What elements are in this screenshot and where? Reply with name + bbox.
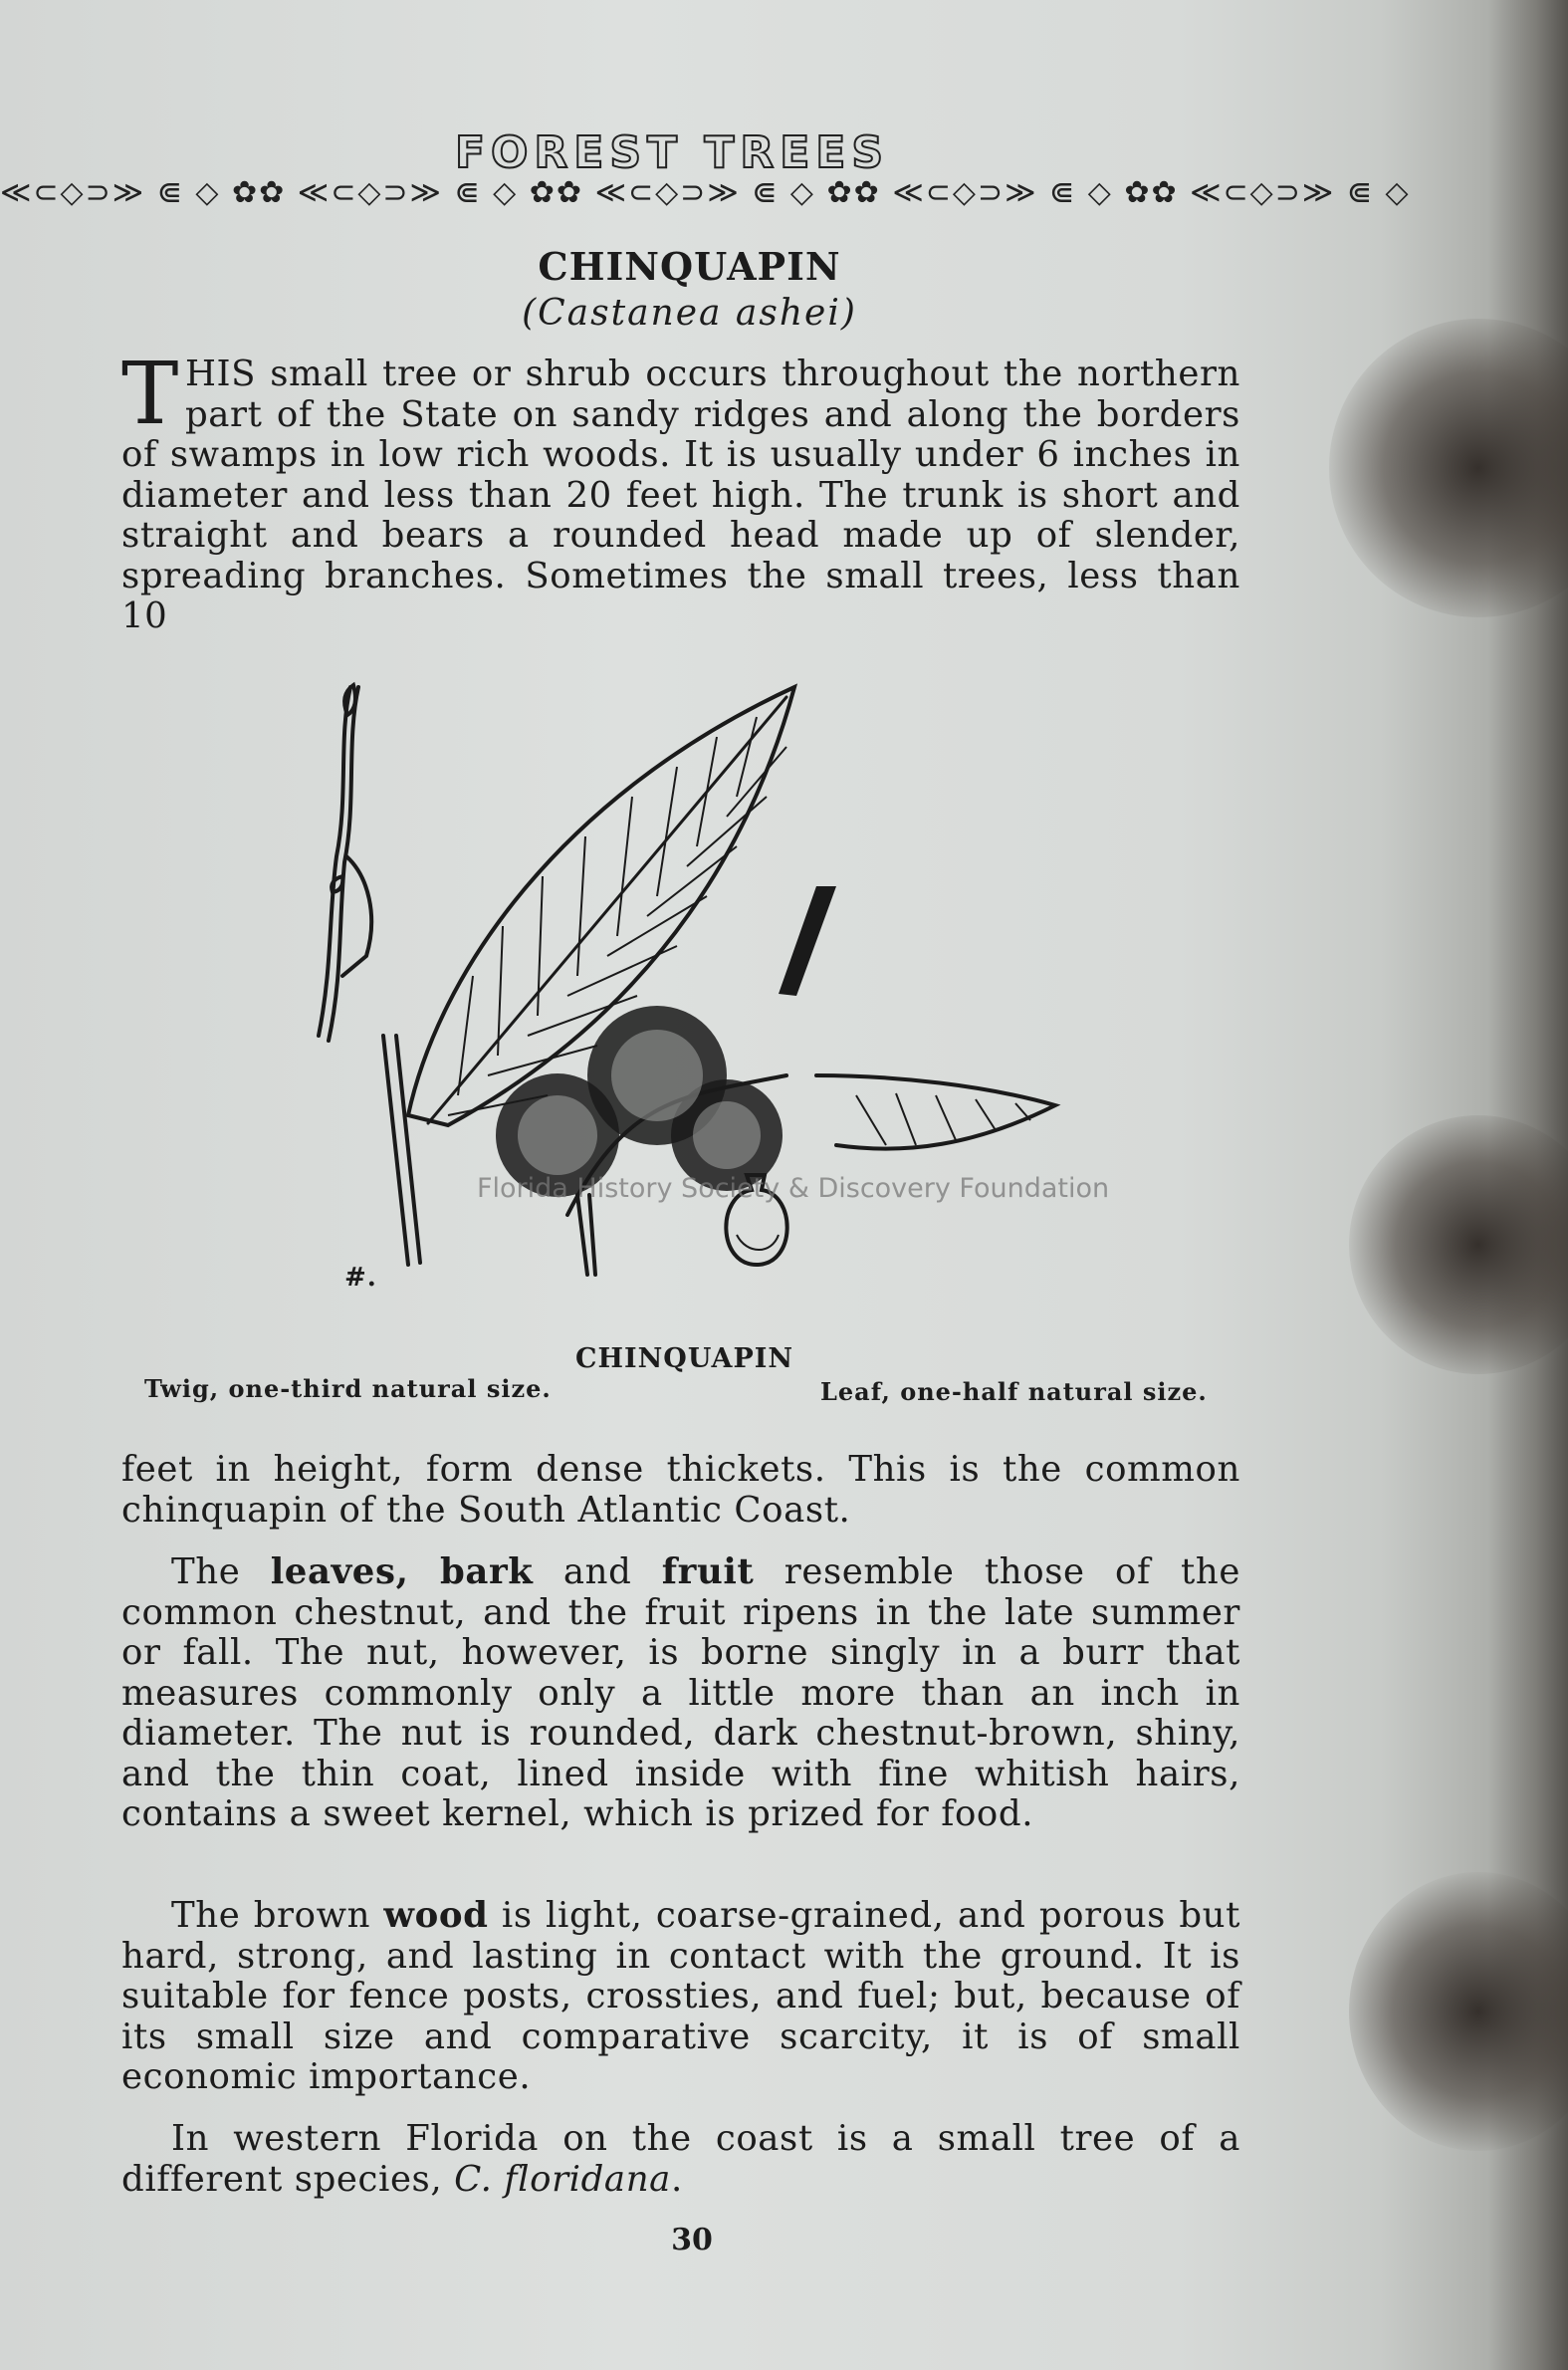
text-run: and <box>533 1551 662 1592</box>
burn-mark <box>1349 1872 1568 2151</box>
text-run: The <box>171 1551 271 1592</box>
text-run: . <box>670 2158 683 2200</box>
burn-mark <box>1349 1115 1568 1374</box>
scientific-name: (Castanea ashei) <box>522 293 857 334</box>
bold-term: wood <box>383 1895 489 1936</box>
article-title: CHINQUAPIN <box>538 244 841 289</box>
text-run: The brown <box>171 1895 384 1936</box>
paragraph-intro <box>121 345 1240 637</box>
text-run: resemble those of the common chestnut, and the fruit ripens in the late summer or fall. The nut, however, is borne singly in a burr that measures commonly only a little more than an inch in diameter. The nut is rounded, dark chestnut-brown, shiny, and the thin coat, lined inside with fine whitish hairs, contains a sweet kernel, which is prized for food. <box>121 1551 1240 1834</box>
paragraph-florida <box>121 2119 1240 2200</box>
paragraph-continuation: feet in height, form dense thickets. This is the common chinquapin of the South Atlantic Coast. <box>121 1449 1240 1531</box>
paragraph-intro-text: HIS small tree or shrub occurs throughout the northern part of the State on sandy ridges and along the borders of swamps in low rich woods. It is usually under 6 inches in diameter and less than 20 feet high. The trunk is short and straight and bears a rounded head made up of slender, spreading branches. Sometimes the small trees, less than 10 <box>121 354 1240 636</box>
drop-cap: T <box>121 345 179 444</box>
figure-label: CHINQUAPIN <box>575 1343 794 1374</box>
twig-caption: Twig, one-third natural size. <box>144 1374 552 1403</box>
ornament-border: ≪⊂◇⊃≫ ⋐ ◇ ✿✿ ≪⊂◇⊃≫ ⋐ ◇ ✿✿ ≪⊂◇⊃≫ ⋐ ◇ ✿✿ ≪⊂◇⊃≫ ⋐ ◇ ✿✿ ≪⊂◇⊃≫ ⋐ ◇ <box>0 175 1411 210</box>
bold-term: fruit <box>661 1551 755 1592</box>
italic-species: C. floridana <box>454 2158 671 2200</box>
running-head: FOREST TREES <box>454 127 890 178</box>
paragraph-wood <box>121 1896 1240 2098</box>
text-run: In western Florida on the coast is a small tree of a different species, <box>121 2118 1240 2200</box>
leaf-caption: Leaf, one-half natural size. <box>820 1377 1208 1406</box>
page-number: 30 <box>671 2223 713 2257</box>
bold-term: leaves, bark <box>270 1551 534 1592</box>
text-run: is light, coarse-grained, and porous but hard, strong, and lasting in contact with the ground. It is suitable for fence posts, crossties, and fuel; but, because of its small size and comparative scarcity, it is of small economic importance. <box>121 1895 1241 2097</box>
watermark: Florida History Society & Discovery Foundation <box>477 1173 1110 1204</box>
paragraph-fruit <box>121 1552 1240 1835</box>
burn-mark <box>1329 319 1568 617</box>
figure-mark-text: #. <box>344 1263 377 1293</box>
